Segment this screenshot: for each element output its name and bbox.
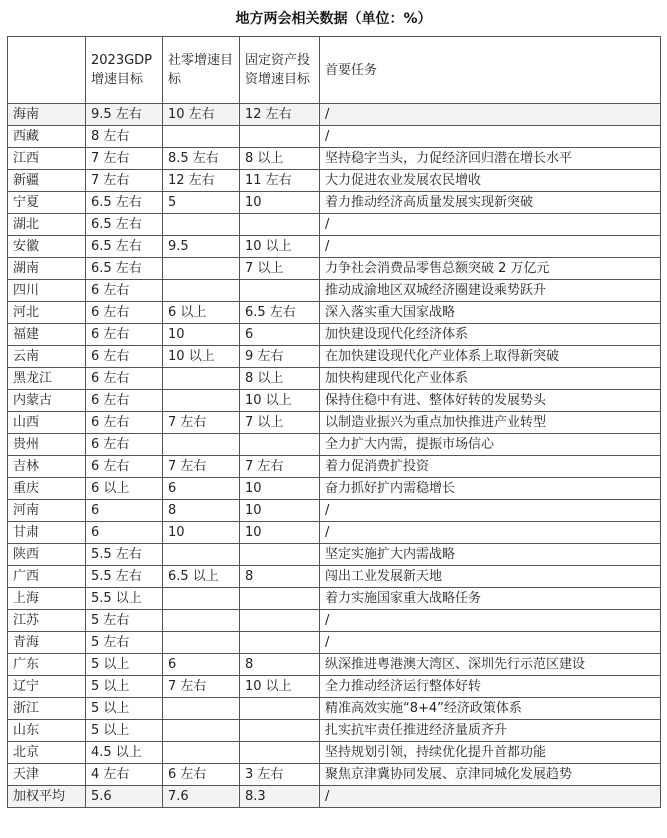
table-row bbox=[8, 786, 661, 808]
gdp-target-cell: 9.5 左右 bbox=[86, 104, 163, 126]
retail-target-cell: 10 以上 bbox=[163, 346, 240, 368]
table-row bbox=[8, 390, 661, 412]
table-row bbox=[8, 258, 661, 280]
primary-task-cell: 全力扩大内需，提振市场信心 bbox=[320, 434, 661, 456]
gdp-target-cell: 6 bbox=[86, 522, 163, 544]
table-body bbox=[8, 104, 661, 808]
retail-target-cell: 7 左右 bbox=[163, 676, 240, 698]
investment-target-cell: 8.3 bbox=[240, 786, 320, 808]
retail-target-cell bbox=[163, 632, 240, 654]
gdp-target-cell: 7 左右 bbox=[86, 148, 163, 170]
region-cell: 河北 bbox=[8, 302, 86, 324]
primary-task-cell: 全力推动经济运行整体好转 bbox=[320, 676, 661, 698]
investment-target-cell: 8 bbox=[240, 566, 320, 588]
region-cell: 云南 bbox=[8, 346, 86, 368]
retail-target-cell: 10 bbox=[163, 522, 240, 544]
investment-target-cell: 3 左右 bbox=[240, 764, 320, 786]
table-row bbox=[8, 280, 661, 302]
region-cell: 山西 bbox=[8, 412, 86, 434]
gdp-target-cell: 5 以上 bbox=[86, 720, 163, 742]
gdp-target-cell: 5.6 bbox=[86, 786, 163, 808]
retail-target-cell bbox=[163, 720, 240, 742]
primary-task-cell: 深入落实重大国家战略 bbox=[320, 302, 661, 324]
header-primary-task: 首要任务 bbox=[320, 37, 661, 104]
region-cell: 内蒙古 bbox=[8, 390, 86, 412]
table-row bbox=[8, 566, 661, 588]
investment-target-cell: 10 bbox=[240, 478, 320, 500]
gdp-target-cell: 5.5 左右 bbox=[86, 566, 163, 588]
retail-target-cell bbox=[163, 698, 240, 720]
primary-task-cell: 着力推动经济高质量发展实现新突破 bbox=[320, 192, 661, 214]
primary-task-cell: 加快建设现代化经济体系 bbox=[320, 324, 661, 346]
region-cell: 江西 bbox=[8, 148, 86, 170]
gdp-target-cell: 6 左右 bbox=[86, 412, 163, 434]
table-row bbox=[8, 148, 661, 170]
gdp-target-cell: 5 左右 bbox=[86, 632, 163, 654]
retail-target-cell bbox=[163, 390, 240, 412]
investment-target-cell bbox=[240, 214, 320, 236]
region-cell: 湖南 bbox=[8, 258, 86, 280]
region-cell: 河南 bbox=[8, 500, 86, 522]
region-cell: 江苏 bbox=[8, 610, 86, 632]
region-cell: 宁夏 bbox=[8, 192, 86, 214]
table-row bbox=[8, 324, 661, 346]
data-table bbox=[7, 36, 661, 808]
region-cell: 安徽 bbox=[8, 236, 86, 258]
investment-target-cell bbox=[240, 720, 320, 742]
table-row bbox=[8, 654, 661, 676]
investment-target-cell: 11 左右 bbox=[240, 170, 320, 192]
investment-target-cell: 10 bbox=[240, 192, 320, 214]
primary-task-cell: 精准高效实施“8+4”经济政策体系 bbox=[320, 698, 661, 720]
primary-task-cell: 坚持规划引领，持续优化提升首都功能 bbox=[320, 742, 661, 764]
gdp-target-cell: 5 以上 bbox=[86, 698, 163, 720]
gdp-target-cell: 4 左右 bbox=[86, 764, 163, 786]
primary-task-cell: / bbox=[320, 786, 661, 808]
gdp-target-cell: 6 以上 bbox=[86, 478, 163, 500]
table-row bbox=[8, 236, 661, 258]
table-row bbox=[8, 764, 661, 786]
investment-target-cell: 7 以上 bbox=[240, 412, 320, 434]
retail-target-cell bbox=[163, 544, 240, 566]
investment-target-cell: 8 bbox=[240, 654, 320, 676]
investment-target-cell: 6.5 左右 bbox=[240, 302, 320, 324]
retail-target-cell bbox=[163, 368, 240, 390]
region-cell: 北京 bbox=[8, 742, 86, 764]
header-retail-target: 社零增速目标 bbox=[163, 37, 240, 104]
table-row bbox=[8, 126, 661, 148]
investment-target-cell: 7 以上 bbox=[240, 258, 320, 280]
primary-task-cell: / bbox=[320, 610, 661, 632]
table-row bbox=[8, 214, 661, 236]
investment-target-cell: 8 以上 bbox=[240, 368, 320, 390]
investment-target-cell bbox=[240, 126, 320, 148]
investment-target-cell: 10 以上 bbox=[240, 390, 320, 412]
primary-task-cell: / bbox=[320, 104, 661, 126]
gdp-target-cell: 6 左右 bbox=[86, 324, 163, 346]
retail-target-cell: 7 左右 bbox=[163, 456, 240, 478]
primary-task-cell: 推动成渝地区双城经济圈建设乘势跃升 bbox=[320, 280, 661, 302]
table-row bbox=[8, 588, 661, 610]
table-row bbox=[8, 434, 661, 456]
investment-target-cell bbox=[240, 280, 320, 302]
table-row bbox=[8, 456, 661, 478]
region-cell: 广东 bbox=[8, 654, 86, 676]
primary-task-cell: 大力促进农业发展农民增收 bbox=[320, 170, 661, 192]
table-row bbox=[8, 522, 661, 544]
table-row bbox=[8, 632, 661, 654]
table-row bbox=[8, 720, 661, 742]
region-cell: 新疆 bbox=[8, 170, 86, 192]
investment-target-cell: 10 bbox=[240, 500, 320, 522]
gdp-target-cell: 6.5 左右 bbox=[86, 192, 163, 214]
investment-target-cell bbox=[240, 588, 320, 610]
primary-task-cell: 保持住稳中有进、整体好转的发展势头 bbox=[320, 390, 661, 412]
region-cell: 广西 bbox=[8, 566, 86, 588]
primary-task-cell: 扎实抗牢责任推进经济量质齐升 bbox=[320, 720, 661, 742]
investment-target-cell: 10 以上 bbox=[240, 676, 320, 698]
gdp-target-cell: 5 以上 bbox=[86, 676, 163, 698]
primary-task-cell: 加快构建现代化产业体系 bbox=[320, 368, 661, 390]
table-row bbox=[8, 610, 661, 632]
header-region bbox=[8, 37, 86, 104]
gdp-target-cell: 5 以上 bbox=[86, 654, 163, 676]
region-cell: 吉林 bbox=[8, 456, 86, 478]
header-row bbox=[8, 37, 661, 104]
retail-target-cell: 7.6 bbox=[163, 786, 240, 808]
gdp-target-cell: 6 左右 bbox=[86, 434, 163, 456]
region-cell: 上海 bbox=[8, 588, 86, 610]
gdp-target-cell: 5 左右 bbox=[86, 610, 163, 632]
gdp-target-cell: 6 左右 bbox=[86, 368, 163, 390]
primary-task-cell: / bbox=[320, 236, 661, 258]
gdp-target-cell: 6.5 左右 bbox=[86, 236, 163, 258]
investment-target-cell bbox=[240, 434, 320, 456]
primary-task-cell: 坚持稳字当头，力促经济回归潜在增长水平 bbox=[320, 148, 661, 170]
table-row bbox=[8, 170, 661, 192]
gdp-target-cell: 6 左右 bbox=[86, 280, 163, 302]
region-cell: 贵州 bbox=[8, 434, 86, 456]
retail-target-cell bbox=[163, 214, 240, 236]
retail-target-cell: 10 左右 bbox=[163, 104, 240, 126]
primary-task-cell: 纵深推进粤港澳大湾区、深圳先行示范区建设 bbox=[320, 654, 661, 676]
header-investment-target: 固定资产投资增速目标 bbox=[240, 37, 320, 104]
table-title: 地方两会相关数据（单位：%） bbox=[235, 11, 432, 27]
region-cell: 青海 bbox=[8, 632, 86, 654]
retail-target-cell: 7 左右 bbox=[163, 412, 240, 434]
table-row bbox=[8, 478, 661, 500]
region-cell: 加权平均 bbox=[8, 786, 86, 808]
region-cell: 甘肃 bbox=[8, 522, 86, 544]
investment-target-cell bbox=[240, 610, 320, 632]
primary-task-cell: 以制造业振兴为重点加快推进产业转型 bbox=[320, 412, 661, 434]
investment-target-cell: 10 bbox=[240, 522, 320, 544]
region-cell: 海南 bbox=[8, 104, 86, 126]
primary-task-cell: 奋力抓好扩内需稳增长 bbox=[320, 478, 661, 500]
investment-target-cell bbox=[240, 742, 320, 764]
retail-target-cell bbox=[163, 126, 240, 148]
region-cell: 重庆 bbox=[8, 478, 86, 500]
investment-target-cell: 9 左右 bbox=[240, 346, 320, 368]
region-cell: 山东 bbox=[8, 720, 86, 742]
retail-target-cell bbox=[163, 610, 240, 632]
retail-target-cell: 8.5 左右 bbox=[163, 148, 240, 170]
gdp-target-cell: 6 左右 bbox=[86, 346, 163, 368]
primary-task-cell: / bbox=[320, 214, 661, 236]
primary-task-cell: 力争社会消费品零售总额突破 2 万亿元 bbox=[320, 258, 661, 280]
retail-target-cell bbox=[163, 258, 240, 280]
primary-task-cell: / bbox=[320, 500, 661, 522]
investment-target-cell bbox=[240, 698, 320, 720]
table-row bbox=[8, 412, 661, 434]
gdp-target-cell: 6.5 左右 bbox=[86, 258, 163, 280]
region-cell: 四川 bbox=[8, 280, 86, 302]
table-row bbox=[8, 368, 661, 390]
region-cell: 黑龙江 bbox=[8, 368, 86, 390]
primary-task-cell: 闯出工业发展新天地 bbox=[320, 566, 661, 588]
primary-task-cell: / bbox=[320, 522, 661, 544]
gdp-target-cell: 6 bbox=[86, 500, 163, 522]
table-row bbox=[8, 302, 661, 324]
retail-target-cell bbox=[163, 434, 240, 456]
gdp-target-cell: 5.5 左右 bbox=[86, 544, 163, 566]
retail-target-cell: 6 以上 bbox=[163, 302, 240, 324]
table-row bbox=[8, 500, 661, 522]
gdp-target-cell: 6.5 左右 bbox=[86, 214, 163, 236]
gdp-target-cell: 6 左右 bbox=[86, 302, 163, 324]
region-cell: 辽宁 bbox=[8, 676, 86, 698]
retail-target-cell: 8 bbox=[163, 500, 240, 522]
table-row bbox=[8, 742, 661, 764]
investment-target-cell bbox=[240, 632, 320, 654]
primary-task-cell: 着力促消费扩投资 bbox=[320, 456, 661, 478]
retail-target-cell bbox=[163, 742, 240, 764]
table-row bbox=[8, 346, 661, 368]
region-cell: 福建 bbox=[8, 324, 86, 346]
investment-target-cell: 8 以上 bbox=[240, 148, 320, 170]
primary-task-cell: / bbox=[320, 632, 661, 654]
region-cell: 陕西 bbox=[8, 544, 86, 566]
retail-target-cell bbox=[163, 280, 240, 302]
retail-target-cell: 10 bbox=[163, 324, 240, 346]
region-cell: 浙江 bbox=[8, 698, 86, 720]
header-gdp-target: 2023GDP增速目标 bbox=[86, 37, 163, 104]
retail-target-cell: 12 左右 bbox=[163, 170, 240, 192]
table-row bbox=[8, 676, 661, 698]
retail-target-cell: 6.5 以上 bbox=[163, 566, 240, 588]
primary-task-cell: 着力实施国家重大战略任务 bbox=[320, 588, 661, 610]
retail-target-cell: 5 bbox=[163, 192, 240, 214]
retail-target-cell: 6 bbox=[163, 654, 240, 676]
primary-task-cell: 坚定实施扩大内需战略 bbox=[320, 544, 661, 566]
investment-target-cell: 7 左右 bbox=[240, 456, 320, 478]
retail-target-cell bbox=[163, 588, 240, 610]
retail-target-cell: 9.5 bbox=[163, 236, 240, 258]
table-row bbox=[8, 544, 661, 566]
primary-task-cell: 在加快建设现代化产业体系上取得新突破 bbox=[320, 346, 661, 368]
gdp-target-cell: 4.5 以上 bbox=[86, 742, 163, 764]
gdp-target-cell: 6 左右 bbox=[86, 390, 163, 412]
gdp-target-cell: 6 左右 bbox=[86, 456, 163, 478]
gdp-target-cell: 8 左右 bbox=[86, 126, 163, 148]
retail-target-cell: 6 左右 bbox=[163, 764, 240, 786]
table-row bbox=[8, 698, 661, 720]
investment-target-cell: 10 以上 bbox=[240, 236, 320, 258]
primary-task-cell: 聚焦京津冀协同发展、京津同城化发展趋势 bbox=[320, 764, 661, 786]
retail-target-cell: 6 bbox=[163, 478, 240, 500]
investment-target-cell: 12 左右 bbox=[240, 104, 320, 126]
primary-task-cell: / bbox=[320, 126, 661, 148]
gdp-target-cell: 7 左右 bbox=[86, 170, 163, 192]
table-row bbox=[8, 192, 661, 214]
investment-target-cell: 6 bbox=[240, 324, 320, 346]
region-cell: 天津 bbox=[8, 764, 86, 786]
region-cell: 湖北 bbox=[8, 214, 86, 236]
region-cell: 西藏 bbox=[8, 126, 86, 148]
table-row bbox=[8, 104, 661, 126]
gdp-target-cell: 5.5 以上 bbox=[86, 588, 163, 610]
investment-target-cell bbox=[240, 544, 320, 566]
